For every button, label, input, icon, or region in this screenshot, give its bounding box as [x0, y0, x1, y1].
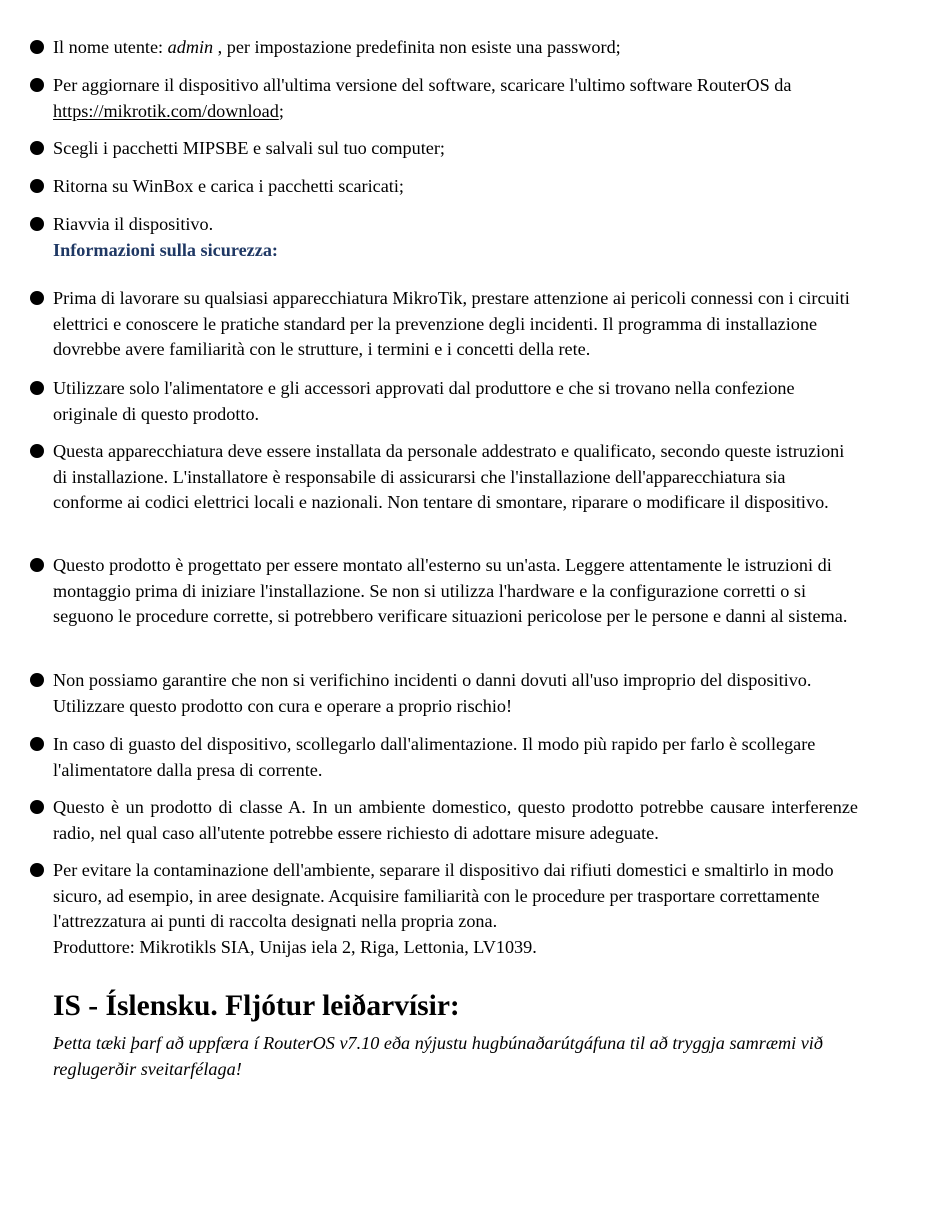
- bullet-icon: [30, 800, 44, 814]
- bullet-icon: [30, 141, 44, 155]
- bullet-icon: [30, 673, 44, 687]
- download-link[interactable]: https://mikrotik.com/download: [53, 100, 279, 121]
- icelandic-note: Þetta tæki þarf að uppfæra í RouterOS v7.10 eða nýjustu hugbúnaðarútgáfuna til að tryggja samræmi við reglugerðir sveitarfélaga!: [53, 1033, 823, 1079]
- bullet-icon: [30, 78, 44, 92]
- packages-text: Scegli i pacchetti MIPSBE e salvali sul tuo computer;: [53, 138, 445, 158]
- username-value: admin: [167, 37, 214, 57]
- bullet-icon: [30, 381, 44, 395]
- bullet-icon: [30, 40, 44, 54]
- safety-item-2: [0, 376, 850, 427]
- safety-text-1: Prima di lavorare su qualsiasi apparecchiatura MikroTik, prestare attenzione ai pericoli connessi con i circuiti elettrici e conoscere le pratiche standard per la prevenzione degli incidenti. Il programma di installazione dovrebbe avere familiarità con le strutture, i termini e i concetti della rete.: [53, 288, 850, 360]
- icelandic-heading: IS - Íslensku. Fljótur leiðarvísir:: [53, 990, 460, 1022]
- safety-item-8: [0, 858, 858, 960]
- safety-text-5: Non possiamo garantire che non si verifichino incidenti o danni dovuti all'uso improprio del dispositivo. Utilizzare questo prodotto con cura e operare a proprio rischio!: [53, 670, 812, 716]
- bullet-icon: [30, 863, 44, 877]
- safety-item-1: [0, 286, 850, 363]
- list-item-packages: [0, 136, 445, 162]
- safety-item-5: [0, 668, 823, 719]
- list-item-winbox: [0, 174, 404, 200]
- list-item-update: [0, 73, 833, 124]
- username-prefix-text: Il nome utente:: [53, 37, 168, 57]
- safety-text-3: Questa apparecchiatura deve essere installata da personale addestrato e qualificato, secondo queste istruzioni di installazione. L'installatore è responsabile di assicurarsi che l'installazione dell'apparecchiatura sia conforme ai codici elettrici locali e nazionali. Non tentare di smontare, riparare o modificare il dispositivo.: [53, 441, 845, 513]
- bullet-icon: [30, 291, 44, 305]
- safety-text-8: Per evitare la contaminazione dell'ambiente, separare il dispositivo dai rifiuti domestici e smaltirlo in modo sicuro, ad esempio, in aree designate. Acquisire familiarità con le procedure per trasportare correttamente l'attrezzatura ai punti di raccolta designati nella propria zona.: [53, 860, 834, 932]
- bullet-icon: [30, 217, 44, 231]
- safety-heading: Informazioni sulla sicurezza:: [53, 239, 278, 260]
- winbox-text: Ritorna su WinBox e carica i pacchetti scaricati;: [53, 176, 404, 196]
- safety-text-4: Questo prodotto è progettato per essere montato all'esterno su un'asta. Leggere attentamente le istruzioni di montaggio prima di iniziare l'installazione. Se non si utilizza l'hardware e la configurazione corretti o si seguono le procedure corrette, si potrebbero verificare situazioni pericolose per le persone e danni al sistema.: [53, 555, 848, 627]
- reboot-text: Riavvia il dispositivo.: [53, 214, 214, 234]
- safety-item-3: [0, 439, 858, 516]
- update-prefix-text: Per aggiornare il dispositivo all'ultima versione del software, scaricare l'ultimo software RouterOS da: [53, 75, 792, 95]
- safety-item-7: [0, 795, 858, 846]
- manufacturer-text: Produttore: Mikrotikls SIA, Unijas iela 2, Riga, Lettonia, LV1039.: [53, 936, 537, 957]
- username-suffix-text: , per impostazione predefinita non esiste una password;: [213, 37, 621, 57]
- bullet-icon: [30, 179, 44, 193]
- safety-item-6: [0, 732, 850, 783]
- bullet-icon: [30, 444, 44, 458]
- safety-text-7: Questo è un prodotto di classe A. In un ambiente domestico, questo prodotto potrebbe causare interferenze radio, nel qual caso all'utente potrebbe essere richiesto di adottare misure adeguate.: [53, 797, 858, 843]
- bullet-icon: [30, 558, 44, 572]
- safety-item-4: [0, 553, 858, 630]
- list-item-reboot: [0, 212, 278, 263]
- list-item-username: [0, 35, 621, 61]
- safety-text-2: Utilizzare solo l'alimentatore e gli accessori approvati dal produttore e che si trovano nella confezione originale di questo prodotto.: [53, 378, 795, 424]
- safety-text-6: In caso di guasto del dispositivo, scollegarlo dall'alimentazione. Il modo più rapido per farlo è scollegare l'alimentatore dalla presa di corrente.: [53, 734, 816, 780]
- update-suffix-text: ;: [278, 100, 284, 121]
- bullet-icon: [30, 737, 44, 751]
